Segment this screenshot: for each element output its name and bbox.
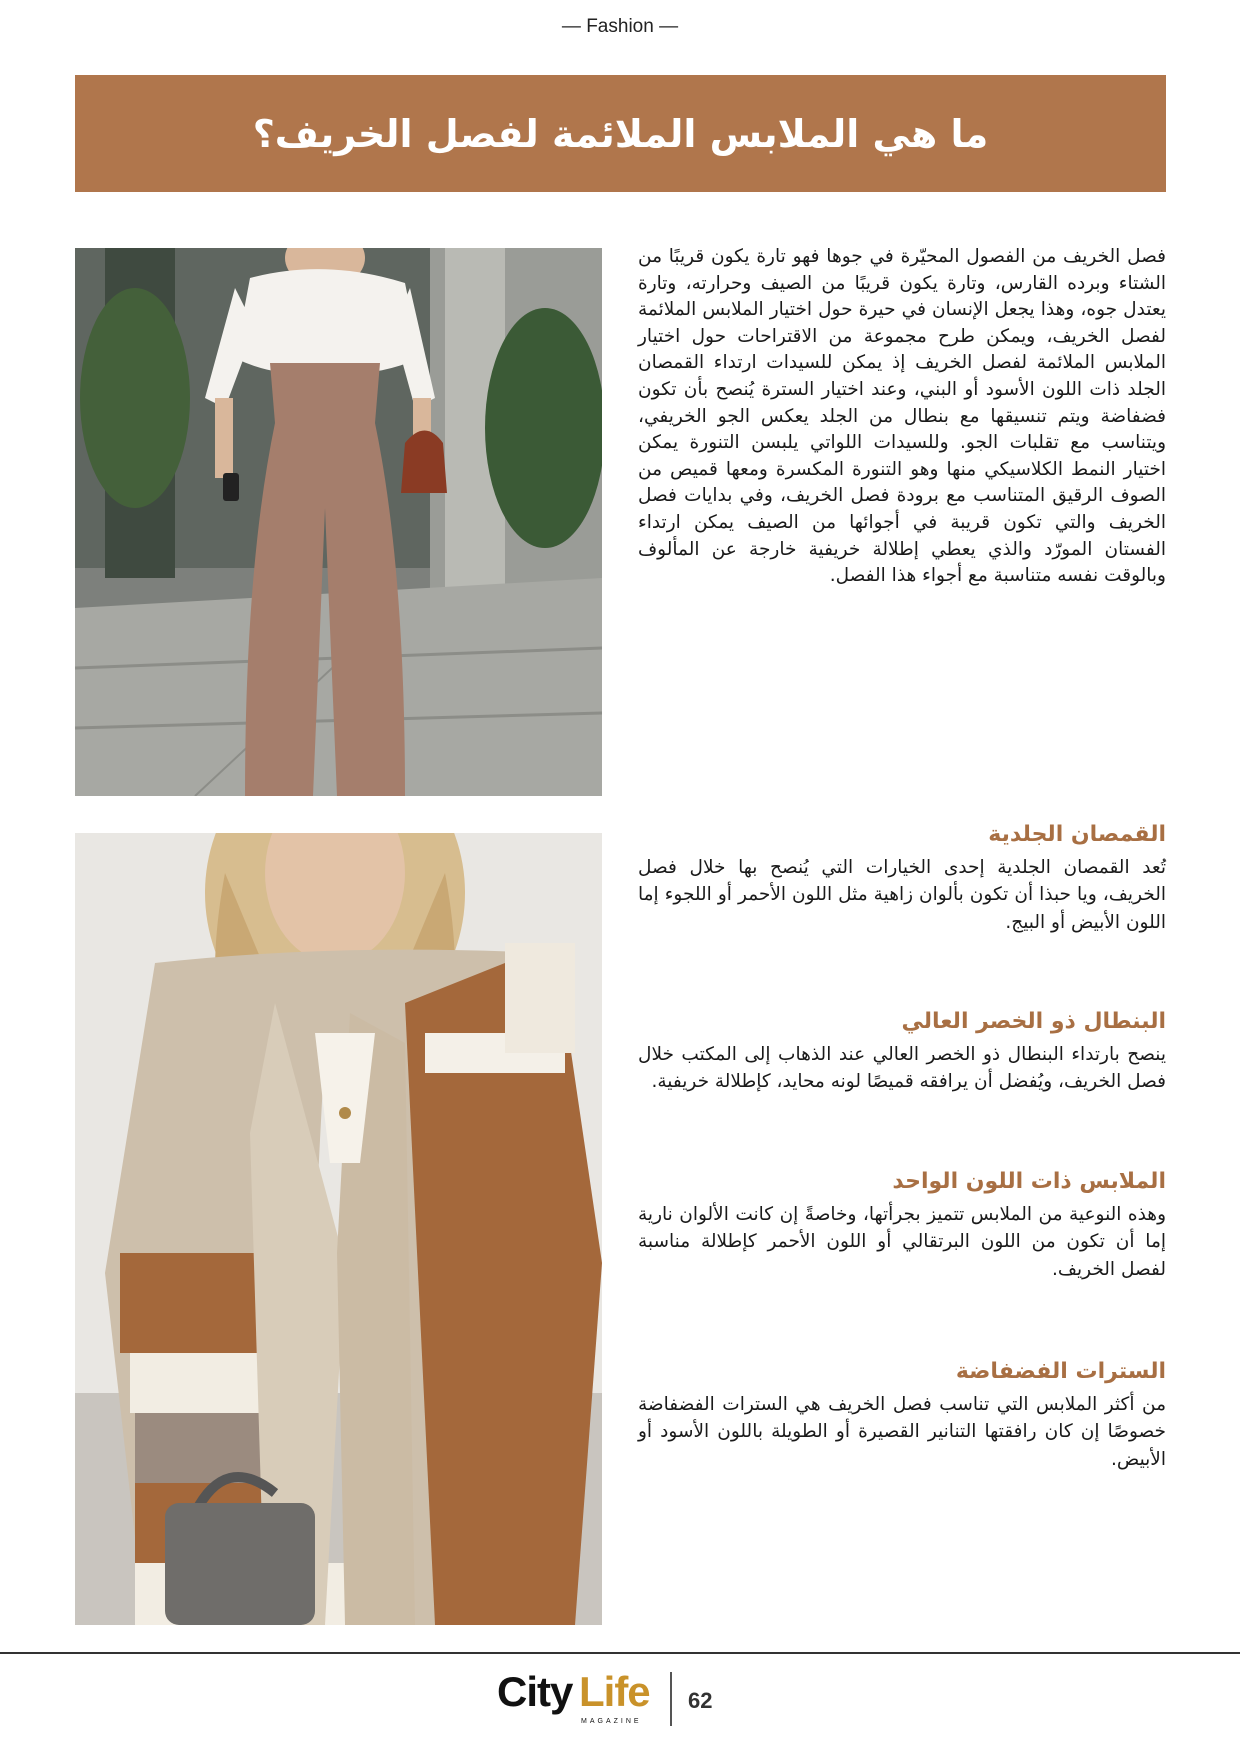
section-high-waist-pants [638, 1005, 1166, 1096]
page-title: ما هي الملابس الملائمة لفصل الخريف؟ [252, 111, 989, 156]
photo-illustration-2 [75, 833, 602, 1625]
section-leather-shirts [638, 818, 1166, 936]
photo-outfit-white-top-brown-pants [75, 248, 602, 796]
footer-vertical-divider [670, 1672, 672, 1726]
section-heading: القمصان الجلدية [988, 822, 1166, 847]
intro-paragraph: فصل الخريف من الفصول المحيّرة في جوها فهو تارة يكون قريبًا من الشتاء وبرده القارس، وتارة يكون قريبًا من الصيف وحرارته، وتارة يعتدل جوه، وهذا يجعل الإنسان في حيرة حول اختيار الملابس الملائمة لفصل الخريف، ويمكن طرح مجموعة من الاقتراحات حول اختيار الملابس الملائمة لفصل الخريف إذ يمكن للسيدات ارتداء القمصان الجلد ذات اللون الأسود أو البني، وعند اختيار السترة يُنصح بأن تكون فضفاضة ويتم تنسيقها مع بنطال من الجلد يعكس الجو الخريفي، ويتناسب مع تقلبات الجو. وللسيدات اللواتي يلبسن التنورة يمكن اختيار النمط الكلاسيكي منها وهو التنورة المكسرة ومعها قميص من الصوف الرقيق المتناسب مع برودة فصل الخريف، وفي بدايات فصل الخريف والتي تكون قريبة في أجوائها من الصيف يمكن ارتداء الفستان المورّد والذي يعطي إطلالة خريفية خارجة عن المألوف وبالوقت نفسه متناسبة مع أجواء هذا الفصل. [638, 246, 1166, 587]
page-number: 62 [688, 1688, 713, 1713]
section-body: وهذه النوعية من الملابس تتميز بجرأتها، وخاصةً إن كانت الألوان نارية إما أن تكون من اللون البرتقالي أو اللون الأحمر كإطلالة مناسبة لفصل الخريف. [638, 1204, 1166, 1280]
citylife-logo [497, 1668, 661, 1738]
section-body: ينصح بارتداء البنطال ذو الخصر العالي عند الذهاب إلى المكتب خلال فصل الخريف، ويُفضل أن يرافقه قميصًا لونه محايد، كإطلالة خريفية. [638, 1044, 1166, 1093]
section-body: من أكثر الملابس التي تناسب فصل الخريف هي السترات الفضفاضة خصوصًا إن كان رافقتها التنانير القصيرة أو الطويلة باللون الأسود أو الأبيض. [638, 1394, 1166, 1470]
section-monochrome-clothes [638, 1165, 1166, 1283]
footer-divider-line [0, 1652, 1240, 1654]
section-heading: الملابس ذات اللون الواحد [892, 1169, 1166, 1194]
logo-life-text: Life [579, 1668, 650, 1715]
section-tag: — Fashion — [561, 16, 679, 37]
section-loose-jackets [638, 1355, 1166, 1473]
logo-city-text: City [497, 1668, 573, 1715]
logo-magazine-text: MAGAZINE [581, 1718, 642, 1725]
photo-outfit-colorblock-cardigan [75, 833, 602, 1625]
section-heading: السترات الفضفاضة [955, 1359, 1166, 1384]
section-body: تُعد القمصان الجلدية إحدى الخيارات التي يُنصح بها خلال فصل الخريف، ويا حبذا أن تكون بألوان زاهية مثل اللون الأحمر أو اللجوء إما اللون الأبيض أو البيج. [638, 857, 1166, 933]
photo-illustration-1 [75, 248, 602, 796]
title-banner [75, 75, 1166, 192]
section-heading: البنطال ذو الخصر العالي [901, 1009, 1166, 1034]
